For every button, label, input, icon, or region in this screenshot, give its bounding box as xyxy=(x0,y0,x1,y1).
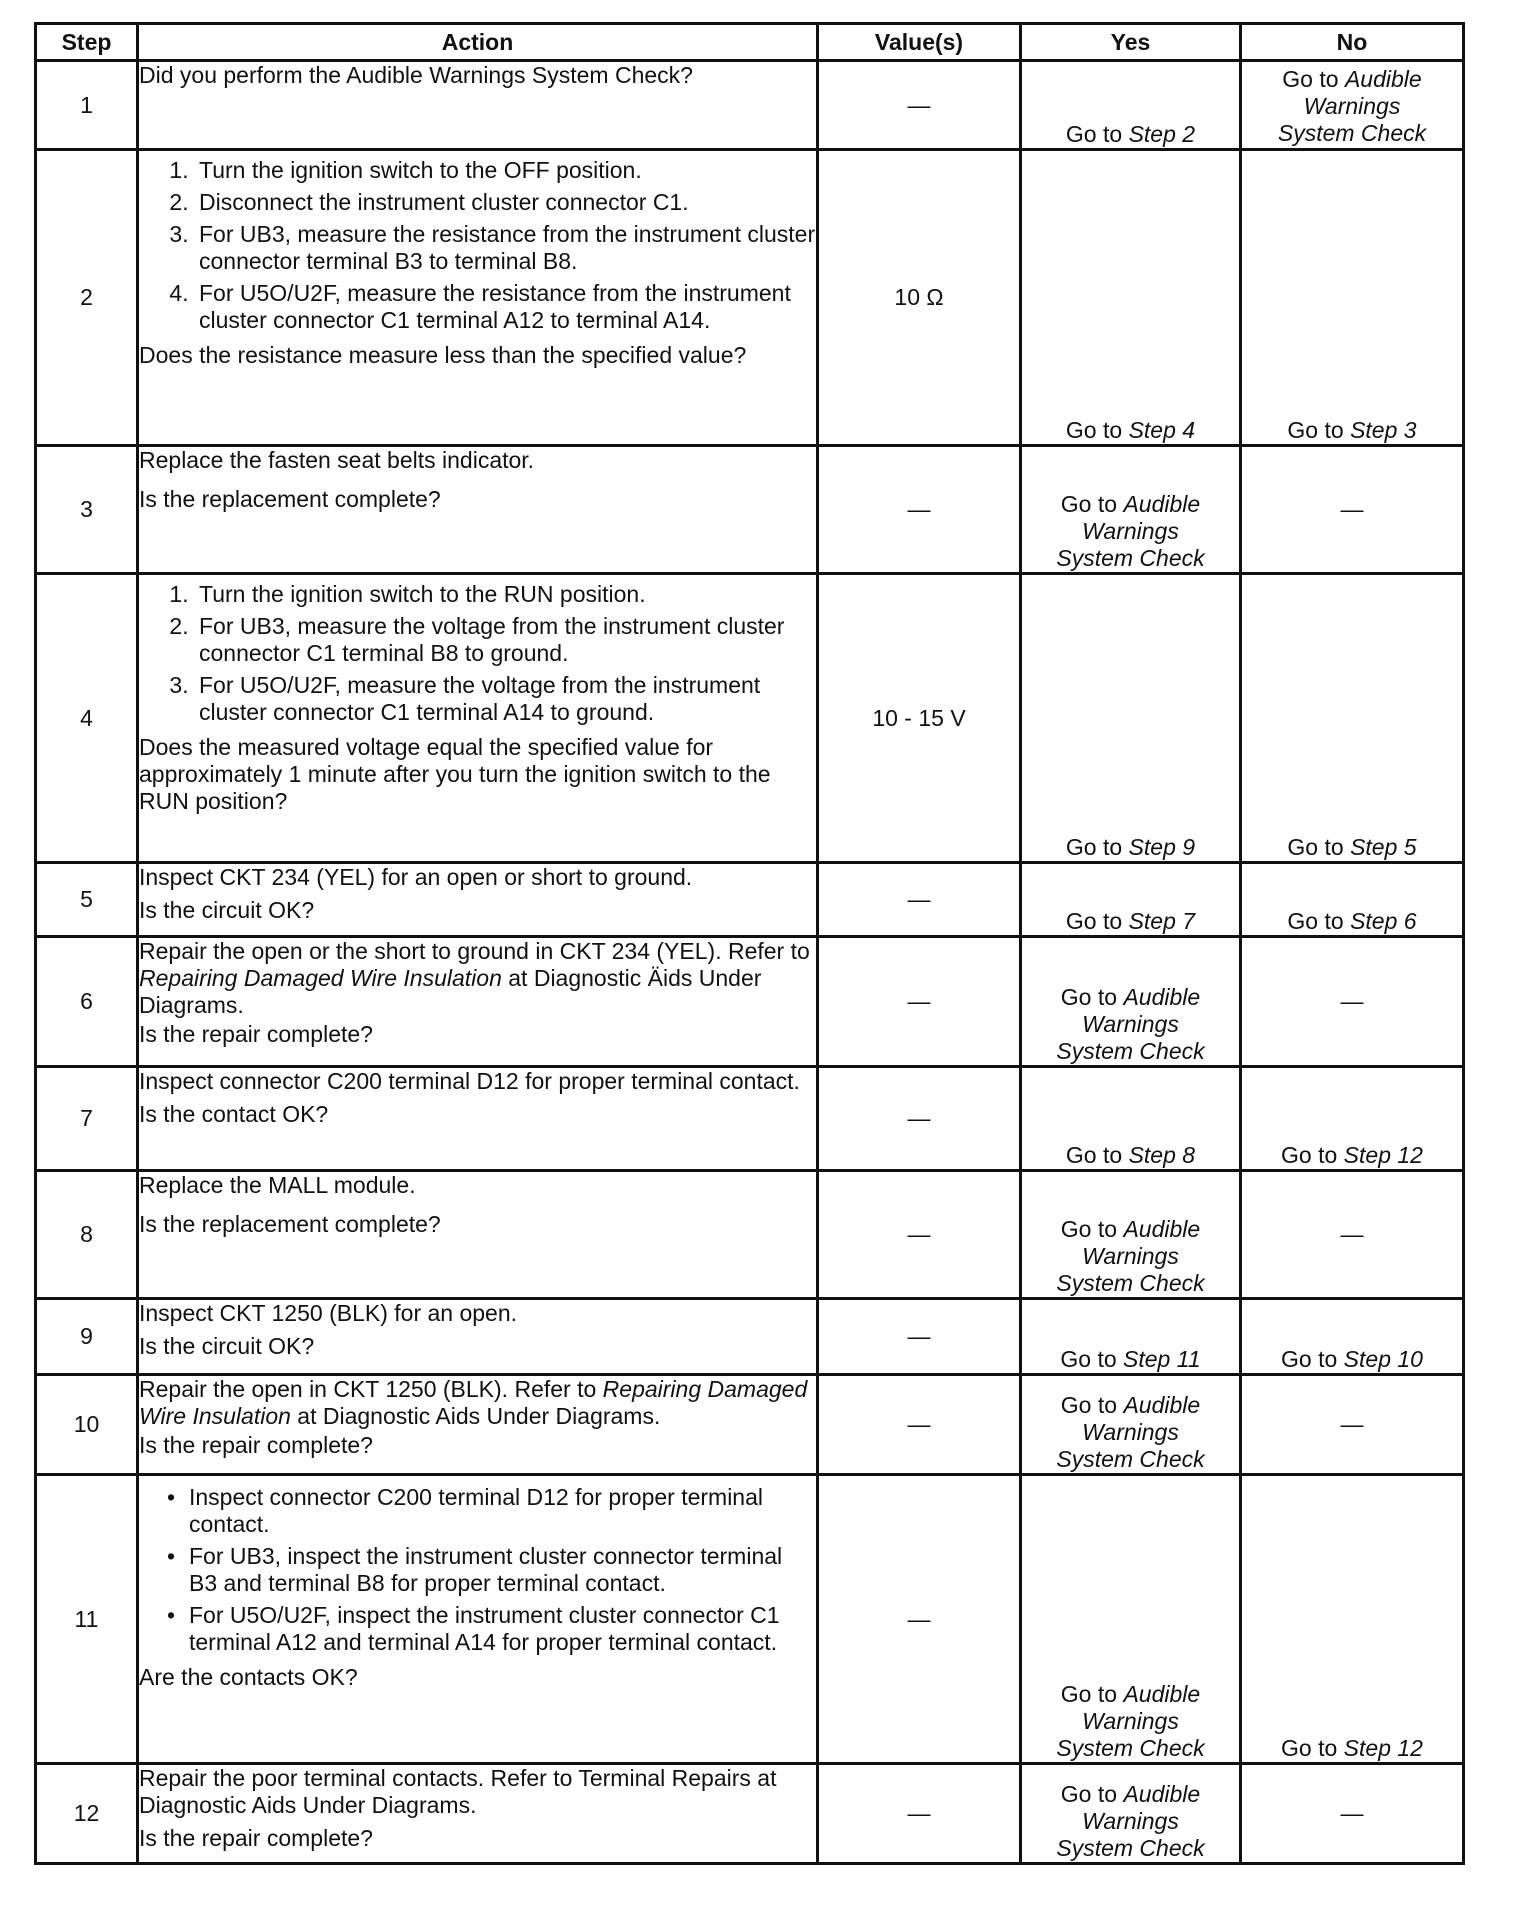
go-to-target: System Check xyxy=(1056,1835,1205,1861)
go-to-target: Step 2 xyxy=(1128,121,1196,147)
instruction-text: at Diagnostic Aids Under Diagrams. xyxy=(290,1403,661,1429)
table-row xyxy=(36,150,1464,446)
action-instruction xyxy=(139,1376,816,1430)
go-to-target: Audible xyxy=(1123,984,1201,1010)
value-cell: — xyxy=(818,61,1021,150)
header-yes: Yes xyxy=(1021,24,1241,61)
yes-cell xyxy=(1021,1299,1241,1375)
list-item: 3. For U5O/U2F, measure the voltage from the instrument cluster connector C1 terminal A14 to ground. xyxy=(195,672,816,726)
go-to-label: Go to xyxy=(1287,908,1344,934)
step-number: 9 xyxy=(36,1299,138,1375)
yes-cell xyxy=(1021,150,1241,446)
step-number: 2 xyxy=(36,150,138,446)
action-question: Does the measured voltage equal the specified value for approximately 1 minute after you turn the ignition switch to the RUN position? xyxy=(139,734,771,814)
no-cell: — xyxy=(1241,446,1464,574)
go-to-label: Go to xyxy=(1060,1346,1117,1372)
action-instruction: Repair the poor terminal contacts. Refer to Terminal Repairs at Diagnostic Aids Under Diagrams. xyxy=(139,1765,777,1818)
no-cell xyxy=(1241,863,1464,937)
value-cell: — xyxy=(818,1299,1021,1375)
step-number: 5 xyxy=(36,863,138,937)
value-cell: 10 - 15 V xyxy=(818,574,1021,863)
yes-cell xyxy=(1021,574,1241,863)
list-item: 1. Turn the ignition switch to the OFF position. xyxy=(195,157,816,184)
action-cell xyxy=(138,1375,818,1475)
go-to-label: Go to xyxy=(1065,1142,1123,1168)
go-to-label: Go to xyxy=(1287,417,1344,443)
table-row xyxy=(36,61,1464,150)
go-to-label: Go to xyxy=(1060,1781,1118,1807)
header-values: Value(s) xyxy=(818,24,1021,61)
list-item: 2. Disconnect the instrument cluster connector C1. xyxy=(195,189,816,216)
value-cell: 10 Ω xyxy=(818,150,1021,446)
go-to-label: Go to xyxy=(1287,834,1344,860)
table-row xyxy=(36,1299,1464,1375)
go-to-label: Go to xyxy=(1065,908,1123,934)
go-to-target: Audible xyxy=(1123,491,1201,517)
no-cell xyxy=(1241,574,1464,863)
value-cell: — xyxy=(818,1375,1021,1475)
yes-cell xyxy=(1021,1764,1241,1864)
action-question: Is the repair complete? xyxy=(139,1021,373,1047)
step-number: 7 xyxy=(36,1067,138,1171)
action-question: Is the contact OK? xyxy=(139,1101,329,1127)
list-item: • Inspect connector C200 terminal D12 for proper terminal contact. xyxy=(189,1484,816,1538)
go-to-target: System Check xyxy=(1277,120,1427,146)
no-cell xyxy=(1241,61,1464,150)
step-number: 1 xyxy=(36,61,138,150)
list-item: • For U5O/U2F, inspect the instrument cluster connector C1 terminal A12 and terminal A14 for proper terminal contact. xyxy=(189,1602,816,1656)
action-question: Is the repair complete? xyxy=(139,1825,373,1851)
value-cell: — xyxy=(818,1475,1021,1764)
yes-cell xyxy=(1021,61,1241,150)
go-to-target: Step 12 xyxy=(1343,1735,1423,1761)
go-to-label: Go to xyxy=(1060,1681,1118,1707)
go-to-target: Step 5 xyxy=(1350,834,1417,860)
go-to-target: Step 8 xyxy=(1128,1142,1196,1168)
reference-link-text: Repairing Damaged Wire Insulation xyxy=(139,965,502,991)
go-to-target: Step 9 xyxy=(1128,834,1196,860)
go-to-target: Warnings xyxy=(1082,1808,1179,1834)
action-cell xyxy=(138,1171,818,1299)
go-to-target: Step 6 xyxy=(1350,908,1417,934)
action-cell xyxy=(138,61,818,150)
go-to-target: Audible xyxy=(1123,1781,1201,1807)
step-number: 12 xyxy=(36,1764,138,1864)
no-cell xyxy=(1241,1475,1464,1764)
action-cell xyxy=(138,1475,818,1764)
table-row xyxy=(36,446,1464,574)
value-cell: — xyxy=(818,1764,1021,1864)
action-question: Is the replacement complete? xyxy=(139,1211,441,1237)
diagnostic-table-sheet xyxy=(34,22,1465,1865)
step-number: 10 xyxy=(36,1375,138,1475)
action-instruction: Replace the fasten seat belts indicator. xyxy=(139,447,535,473)
instruction-text: at Diagnostic Äids Under Diagrams. xyxy=(139,965,762,1018)
go-to-label: Go to xyxy=(1065,417,1123,443)
action-question: Does the resistance measure less than the specified value? xyxy=(139,342,747,368)
go-to-label: Go to xyxy=(1282,66,1339,92)
action-steps-list xyxy=(139,157,816,334)
action-cell xyxy=(138,1067,818,1171)
action-cell xyxy=(138,446,818,574)
yes-cell xyxy=(1021,863,1241,937)
action-cell xyxy=(138,863,818,937)
go-to-target: Warnings xyxy=(1082,1708,1179,1734)
go-to-label: Go to xyxy=(1281,1142,1338,1168)
go-to-label: Go to xyxy=(1060,1216,1118,1242)
go-to-target: System Check xyxy=(1056,1735,1205,1761)
yes-cell xyxy=(1021,1475,1241,1764)
value-cell: — xyxy=(818,446,1021,574)
yes-cell xyxy=(1021,937,1241,1067)
value-cell: — xyxy=(818,863,1021,937)
go-to-target: Warnings xyxy=(1082,1243,1179,1269)
table-row xyxy=(36,1067,1464,1171)
go-to-target: Step 11 xyxy=(1123,1346,1201,1372)
list-item: 3. For UB3, measure the resistance from the instrument cluster connector terminal B3 to terminal B8. xyxy=(195,221,816,275)
action-cell xyxy=(138,937,818,1067)
diagnostic-table xyxy=(34,22,1465,1865)
action-cell xyxy=(138,1299,818,1375)
table-row xyxy=(36,574,1464,863)
no-cell xyxy=(1241,1299,1464,1375)
go-to-label: Go to xyxy=(1060,1392,1118,1418)
go-to-target: System Check xyxy=(1056,1446,1205,1472)
header-step: Step xyxy=(36,24,138,61)
no-cell: — xyxy=(1241,1375,1464,1475)
instruction-text: Repair the open in CKT 1250 (BLK). Refer to xyxy=(139,1376,603,1402)
header-action: Action xyxy=(138,24,818,61)
table-row xyxy=(36,1475,1464,1764)
go-to-label: Go to xyxy=(1065,834,1123,860)
action-question: Did you perform the Audible Warnings System Check? xyxy=(139,62,693,88)
table-row xyxy=(36,863,1464,937)
go-to-label: Go to xyxy=(1065,121,1123,147)
list-item: • For UB3, inspect the instrument cluster connector terminal B3 and terminal B8 for proper terminal contact. xyxy=(189,1543,816,1597)
list-item: 4. For U5O/U2F, measure the resistance from the instrument cluster connector C1 terminal A12 to terminal A14. xyxy=(195,280,816,334)
action-instruction: Inspect connector C200 terminal D12 for proper terminal contact. xyxy=(139,1068,800,1094)
action-instruction: Inspect CKT 1250 (BLK) for an open. xyxy=(139,1300,518,1326)
action-cell xyxy=(138,150,818,446)
no-cell: — xyxy=(1241,1171,1464,1299)
go-to-target: Audible xyxy=(1344,66,1422,92)
yes-cell xyxy=(1021,1171,1241,1299)
list-item: 1. Turn the ignition switch to the RUN position. xyxy=(195,581,816,608)
go-to-target: Step 10 xyxy=(1343,1346,1423,1372)
yes-cell xyxy=(1021,1375,1241,1475)
go-to-target: Warnings xyxy=(1082,1419,1179,1445)
go-to-target: Warnings xyxy=(1082,1011,1179,1037)
no-cell: — xyxy=(1241,1764,1464,1864)
action-cell xyxy=(138,1764,818,1864)
header-row xyxy=(36,24,1464,61)
action-question: Is the circuit OK? xyxy=(139,1333,315,1359)
reference-link-text: Repairing Damaged Wire Insulation xyxy=(139,1376,808,1429)
yes-cell xyxy=(1021,1067,1241,1171)
go-to-target: Warnings xyxy=(1303,93,1401,119)
action-cell xyxy=(138,574,818,863)
go-to-target: Step 12 xyxy=(1343,1142,1423,1168)
go-to-target: System Check xyxy=(1056,1270,1205,1296)
go-to-target: Warnings xyxy=(1082,518,1179,544)
table-row xyxy=(36,1764,1464,1864)
go-to-label: Go to xyxy=(1281,1735,1338,1761)
go-to-label: Go to xyxy=(1060,491,1118,517)
action-instruction xyxy=(139,938,816,1019)
action-question: Is the replacement complete? xyxy=(139,486,441,512)
go-to-label: Go to xyxy=(1281,1346,1338,1372)
no-cell: — xyxy=(1241,937,1464,1067)
go-to-label: Go to xyxy=(1060,984,1118,1010)
step-number: 11 xyxy=(36,1475,138,1764)
list-item: 2. For UB3, measure the voltage from the instrument cluster connector C1 terminal B8 to ground. xyxy=(195,613,816,667)
no-cell xyxy=(1241,1067,1464,1171)
value-cell: — xyxy=(818,937,1021,1067)
step-number: 6 xyxy=(36,937,138,1067)
go-to-target: Step 4 xyxy=(1128,417,1196,443)
action-instruction: Inspect CKT 234 (YEL) for an open or short to ground. xyxy=(139,864,693,890)
go-to-target: Audible xyxy=(1123,1681,1201,1707)
action-bullet-list xyxy=(139,1484,816,1656)
value-cell: — xyxy=(818,1067,1021,1171)
table-row xyxy=(36,1375,1464,1475)
go-to-target: Step 7 xyxy=(1128,908,1196,934)
header-no: No xyxy=(1241,24,1464,61)
no-cell xyxy=(1241,150,1464,446)
action-question: Is the circuit OK? xyxy=(139,897,315,923)
go-to-target: System Check xyxy=(1056,1038,1205,1064)
table-row xyxy=(36,1171,1464,1299)
yes-cell xyxy=(1021,446,1241,574)
action-question: Are the contacts OK? xyxy=(139,1664,358,1690)
step-number: 8 xyxy=(36,1171,138,1299)
step-number: 4 xyxy=(36,574,138,863)
table-row xyxy=(36,937,1464,1067)
go-to-target: Audible xyxy=(1123,1392,1201,1418)
action-question: Is the repair complete? xyxy=(139,1432,373,1458)
go-to-target: Step 3 xyxy=(1350,417,1417,443)
go-to-target: Audible xyxy=(1123,1216,1201,1242)
step-number: 3 xyxy=(36,446,138,574)
action-steps-list xyxy=(139,581,816,726)
go-to-target: System Check xyxy=(1056,545,1205,571)
instruction-text: Repair the open or the short to ground in CKT 234 (YEL). Refer to xyxy=(139,938,810,964)
action-instruction: Replace the MALL module. xyxy=(139,1172,416,1198)
value-cell: — xyxy=(818,1171,1021,1299)
